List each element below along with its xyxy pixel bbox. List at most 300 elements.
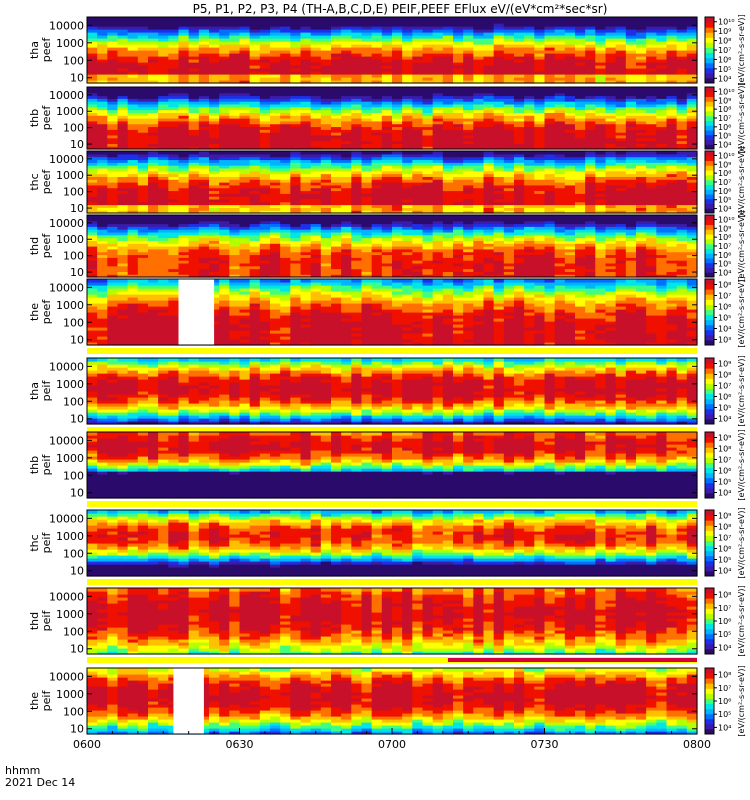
heatmap-cell (107, 151, 118, 154)
heatmap-cell (402, 151, 413, 154)
colorbar-segment (705, 184, 714, 189)
heatmap-cell (199, 87, 210, 90)
heatmap-cell (250, 215, 261, 218)
heatmap-cell (351, 215, 362, 218)
heatmap-cell (158, 215, 169, 218)
heatmap-cell (240, 87, 251, 90)
y-tick-label: 1000 (56, 105, 84, 119)
heatmap-cell (412, 151, 423, 154)
heatmap-cell (97, 215, 108, 218)
heatmap-cell (331, 87, 342, 90)
colorbar-tick-label: 10⁷ (718, 114, 732, 123)
heatmap-cell (209, 17, 220, 21)
heatmap-cell (687, 87, 698, 90)
heatmap-cell (636, 87, 647, 90)
panel (28, 14, 746, 85)
y-tick-label: 10000 (49, 19, 84, 33)
heatmap-cell (443, 17, 454, 21)
heatmap-cell (585, 151, 596, 154)
colorbar-tick-label: 10⁴ (718, 74, 732, 84)
heatmap-cell (107, 17, 118, 21)
heatmap-cell (443, 151, 454, 154)
heatmap-cell (280, 151, 291, 154)
heatmap-cell (677, 87, 688, 90)
heatmap-cell (311, 151, 322, 154)
heatmap-cell (199, 17, 210, 21)
heatmap-cell (453, 151, 464, 154)
colorbar-tick-label: 10¹⁰ (718, 151, 735, 161)
panel (28, 210, 746, 281)
colorbar-tick-label: 10⁸ (718, 169, 732, 179)
heatmap-cell (321, 151, 332, 154)
heatmap-cell (362, 87, 373, 90)
heatmap-cell (280, 215, 291, 218)
panel (28, 82, 746, 153)
heatmap-cell (148, 87, 159, 90)
heatmap-cell (504, 17, 515, 21)
heatmap-cell (677, 151, 688, 154)
y-tick-label: 100 (63, 54, 84, 68)
heatmap-cell (341, 17, 352, 21)
colorbar-segment (705, 139, 714, 144)
heatmap-cell (362, 151, 373, 154)
heatmap-cell (433, 87, 444, 90)
y-tick-label: 100 (63, 185, 84, 199)
heatmap-cell (97, 151, 108, 154)
heatmap-cell (494, 17, 505, 21)
heatmap-cell (656, 87, 667, 90)
heatmap-cell (524, 17, 535, 21)
colorbar-tick-label: 10⁸ (718, 36, 732, 46)
heatmap-cell (331, 17, 342, 21)
heatmap-cell (433, 151, 444, 154)
colorbar-segment (705, 130, 714, 135)
heatmap-cell (219, 215, 230, 218)
colorbar-segment (705, 87, 714, 92)
heatmap-cell (290, 215, 301, 218)
colorbar-segment (705, 161, 714, 166)
heatmap-cell (372, 17, 383, 21)
colorbar-tick-label: 10⁶ (718, 55, 732, 65)
heatmap-cell (321, 17, 332, 21)
heatmap-cell (148, 215, 159, 218)
heatmap-cell (534, 87, 545, 90)
heatmap-cell (372, 215, 383, 218)
colorbar-tick-label: 10¹⁰ (718, 87, 735, 97)
heatmap-cell (229, 151, 240, 154)
heatmap-cell (260, 151, 271, 154)
heatmap-cell (260, 215, 271, 218)
heatmap-cell (168, 87, 179, 90)
heatmap-cell (473, 87, 484, 90)
heatmap-cell (453, 87, 464, 90)
panel (28, 146, 746, 217)
heatmap-cell (372, 87, 383, 90)
colorbar-segment (705, 37, 714, 43)
heatmap-cell (484, 87, 495, 90)
heatmap-cell (128, 151, 139, 154)
colorbar-segment (705, 156, 714, 161)
heatmap-cell (311, 17, 322, 21)
heatmap-cell (473, 17, 484, 21)
heatmap-cell (382, 215, 393, 218)
heatmap-cell (565, 17, 576, 21)
heatmap-cell (341, 87, 352, 90)
heatmap-cell (433, 17, 444, 21)
colorbar-segment (705, 47, 714, 53)
heatmap-cell (179, 215, 190, 218)
colorbar-segment (705, 175, 714, 180)
heatmap-cell (158, 151, 169, 154)
heatmap-cell (402, 17, 413, 21)
heatmap-cell (555, 17, 566, 21)
heatmap-cell (128, 215, 139, 218)
heatmap-cell (575, 17, 586, 21)
colorbar-segment (705, 189, 714, 194)
heatmap-cell (270, 215, 281, 218)
colorbar-tick-label: 10⁷ (718, 46, 732, 55)
heatmap-cell (128, 87, 139, 90)
colorbar-segment (705, 17, 714, 23)
heatmap-cell (311, 215, 322, 218)
heatmap-cell (128, 17, 139, 21)
heatmap-cell (229, 87, 240, 90)
colorbar-segment (705, 125, 714, 130)
heatmap-cell (392, 151, 403, 154)
heatmap-cell (372, 151, 383, 154)
y-tick-label: 10000 (49, 88, 84, 102)
colorbar-segment (705, 63, 714, 69)
heatmap-cell (148, 17, 159, 21)
heatmap-cell (301, 151, 312, 154)
colorbar-segment (705, 203, 714, 208)
heatmap-cell (667, 151, 678, 154)
heatmap-cell (87, 87, 98, 90)
heatmap-cell (433, 215, 444, 218)
colorbar-segment (705, 199, 714, 204)
heatmap-cell (484, 17, 495, 21)
heatmap-cell (585, 87, 596, 90)
heatmap-cell (189, 87, 200, 90)
heatmap-cell (423, 215, 434, 218)
colorbar-segment (705, 106, 714, 111)
colorbar-segment (705, 22, 714, 28)
heatmap-cell (331, 151, 342, 154)
y-tick-label: 1000 (56, 36, 84, 50)
heatmap-cell (473, 215, 484, 218)
heatmap-cell (321, 87, 332, 90)
panel-label: thc (28, 173, 41, 191)
heatmap-cell (107, 87, 118, 90)
heatmap-cell (626, 87, 637, 90)
heatmap-cell (229, 17, 240, 21)
colorbar-tick-label: 10⁹ (718, 160, 732, 170)
heatmap-cell (87, 151, 98, 154)
colorbar-tick-label: 10⁵ (718, 131, 732, 141)
colorbar-units: [eV/(cm²-s-sr-eV)] (737, 82, 746, 154)
heatmap-cell (290, 17, 301, 21)
panels (28, 14, 746, 736)
heatmap-cell (626, 17, 637, 21)
heatmap-cell (219, 17, 230, 21)
heatmap-cell (646, 87, 657, 90)
heatmap-cell (687, 151, 698, 154)
heatmap-cell (199, 215, 210, 218)
heatmap-cell (463, 17, 474, 21)
panel-label: peef (40, 169, 53, 195)
heatmap-cell (107, 215, 118, 218)
heatmap-cell (616, 17, 627, 21)
heatmap-cell (158, 87, 169, 90)
heatmap-cell (545, 17, 556, 21)
colorbar-tick-label: 10¹⁰ (718, 17, 735, 27)
heatmap-cell (250, 17, 261, 21)
colorbar-segment (705, 165, 714, 170)
heatmap-cell (321, 215, 332, 218)
heatmap-cell (179, 17, 190, 21)
colorbar-segment (705, 73, 714, 79)
heatmap-cell (158, 17, 169, 21)
heatmap-cell (412, 17, 423, 21)
colorbar-tick-label: 10⁹ (718, 27, 732, 37)
heatmap-cell (199, 151, 210, 154)
heatmap-cell (423, 87, 434, 90)
heatmap-cell (382, 151, 393, 154)
colorbar-tick-label: 10⁶ (718, 122, 732, 132)
heatmap-cell (301, 215, 312, 218)
heatmap-cell (626, 151, 637, 154)
heatmap-cell (677, 17, 688, 21)
colorbar-segment (705, 180, 714, 185)
heatmap-cell (484, 151, 495, 154)
heatmap-cell (473, 151, 484, 154)
heatmap-cells (87, 17, 698, 84)
heatmap-cell (168, 17, 179, 21)
panel-label: peef (40, 105, 53, 131)
heatmap-cells (87, 215, 698, 278)
heatmap-cell (443, 87, 454, 90)
heatmap-cell (118, 17, 129, 21)
heatmap-cell (646, 151, 657, 154)
colorbar-segment (705, 53, 714, 59)
heatmap-cell (240, 17, 251, 21)
heatmap-cell (280, 17, 291, 21)
heatmap-cell (250, 87, 261, 90)
colorbar-segment (705, 42, 714, 48)
heatmap-cell (240, 151, 251, 154)
y-tick-label: 1000 (56, 169, 84, 183)
heatmap-cell (270, 151, 281, 154)
colorbar-segment (705, 194, 714, 199)
heatmap-cell (565, 87, 576, 90)
heatmap-cell (118, 215, 129, 218)
colorbar-tick-label: 10⁵ (718, 64, 732, 74)
heatmap-cell (392, 17, 403, 21)
colorbar-tick-label: 10⁶ (718, 186, 732, 196)
heatmap-cell (423, 17, 434, 21)
heatmap-cell (148, 151, 159, 154)
heatmap-cell (524, 151, 535, 154)
heatmap-cell (270, 87, 281, 90)
heatmap-cells (87, 151, 698, 214)
heatmap-cell (534, 151, 545, 154)
heatmap-cell (575, 151, 586, 154)
heatmap-cell (118, 151, 129, 154)
panel-label: thb (28, 108, 41, 128)
heatmap-cell (209, 151, 220, 154)
heatmap-cell (189, 151, 200, 154)
heatmap-cell (545, 87, 556, 90)
colorbar-segment (705, 120, 714, 125)
heatmap-cell (189, 215, 200, 218)
heatmap-cell (443, 215, 454, 218)
heatmap-cell (351, 151, 362, 154)
heatmap-cell (412, 87, 423, 90)
heatmap-cell (382, 17, 393, 21)
heatmap-cell (636, 17, 647, 21)
colorbar (705, 146, 746, 217)
heatmap-cell (545, 151, 556, 154)
heatmap-cell (382, 87, 393, 90)
heatmap-cell (392, 87, 403, 90)
heatmap-cell (494, 151, 505, 154)
colorbar-tick-label: 10⁸ (718, 105, 732, 115)
heatmap-cell (311, 87, 322, 90)
heatmap-cell (270, 17, 281, 21)
colorbar-segment (705, 135, 714, 140)
heatmap-cell (138, 215, 149, 218)
heatmap-cell (189, 17, 200, 21)
heatmap-cell (656, 17, 667, 21)
colorbar-units: [eV/(cm²-s-sr-eV)] (737, 146, 746, 218)
colorbar-segment (705, 92, 714, 97)
heatmap-cell (341, 215, 352, 218)
colorbar-tick-label: 10⁷ (718, 178, 732, 187)
colorbar-tick-label: 10⁴ (718, 204, 732, 214)
heatmap-cell (514, 17, 525, 21)
heatmap-cell (595, 151, 606, 154)
heatmap-cell (504, 87, 515, 90)
colorbar (705, 82, 746, 153)
heatmap-cell (453, 215, 464, 218)
heatmap-cell (290, 151, 301, 154)
heatmap-cell (260, 87, 271, 90)
colorbar-segment (705, 116, 714, 121)
colorbar-segment (705, 101, 714, 106)
heatmap-cell (362, 215, 373, 218)
colorbar-tick-label: 10⁹ (718, 96, 732, 106)
y-tick-label: 100 (63, 121, 84, 135)
heatmap-cell (555, 87, 566, 90)
heatmap-cell (209, 87, 220, 90)
heatmap-cell (138, 87, 149, 90)
heatmap-cell (646, 17, 657, 21)
heatmap-cell (138, 151, 149, 154)
heatmap-cell (87, 17, 98, 21)
heatmap-cell (534, 17, 545, 21)
y-tick-label: 10 (70, 202, 84, 216)
colorbar (705, 14, 746, 85)
colorbar-segment (705, 97, 714, 102)
heatmap-cell (118, 87, 129, 90)
heatmap-cell (514, 151, 525, 154)
heatmap-cell (463, 215, 474, 218)
heatmap-cell (331, 215, 342, 218)
heatmap-cell (392, 215, 403, 218)
y-tick-label: 10 (70, 138, 84, 152)
heatmap-cell (514, 87, 525, 90)
heatmap-cell (565, 151, 576, 154)
heatmap-cell (209, 215, 220, 218)
heatmap-cell (240, 215, 251, 218)
panel-label: tha (28, 40, 41, 60)
colorbar-tick-label: 10⁵ (718, 195, 732, 205)
heatmap-cell (301, 87, 312, 90)
y-tick-label: 10 (70, 71, 84, 85)
heatmap-cell (402, 215, 413, 218)
heatmap-cell (595, 87, 606, 90)
heatmap-cell (341, 151, 352, 154)
heatmap-cell (87, 215, 98, 218)
heatmap-cell (463, 87, 474, 90)
colorbar-segment (705, 58, 714, 64)
colorbar-segment (705, 68, 714, 74)
colorbar-segment (705, 111, 714, 116)
heatmap-cell (504, 151, 515, 154)
heatmap-cell (179, 151, 190, 154)
heatmap-cell (585, 17, 596, 21)
heatmap-cell (555, 151, 566, 154)
heatmap-cell (575, 87, 586, 90)
colorbar-segment (705, 170, 714, 175)
heatmap-cell (595, 17, 606, 21)
colorbar-segment (705, 27, 714, 33)
heatmap-cell (179, 87, 190, 90)
heatmap-cell (168, 215, 179, 218)
heatmap-cell (301, 17, 312, 21)
colorbar-segment (705, 151, 714, 156)
heatmap-cell (636, 151, 647, 154)
heatmap-cell (280, 87, 291, 90)
heatmap-cell (138, 17, 149, 21)
heatmap-cell (290, 87, 301, 90)
heatmap-cell (402, 87, 413, 90)
y-tick-label: 10000 (49, 152, 84, 166)
heatmap-cell (606, 151, 617, 154)
heatmap-cell (412, 215, 423, 218)
heatmap-cell (667, 17, 678, 21)
heatmap-cell (423, 151, 434, 154)
heatmap-cell (463, 151, 474, 154)
colorbar-segment (705, 32, 714, 38)
heatmap-cell (687, 17, 698, 21)
heatmap-cell (656, 151, 667, 154)
heatmap-cell (97, 17, 108, 21)
heatmap-cell (260, 17, 271, 21)
heatmap-cell (351, 87, 362, 90)
heatmap-cells (87, 87, 698, 150)
heatmap-cell (494, 87, 505, 90)
heatmap-cell (229, 215, 240, 218)
heatmap-cell (219, 151, 230, 154)
colorbar-tick-label: 10⁴ (718, 140, 732, 150)
panel-label: peef (40, 37, 53, 63)
heatmap-cell (453, 17, 464, 21)
colorbar-units: [eV/(cm²-s-sr-eV)] (737, 14, 746, 86)
heatmap-cell (524, 87, 535, 90)
heatmap-cell (616, 87, 627, 90)
heatmap-cell (606, 17, 617, 21)
